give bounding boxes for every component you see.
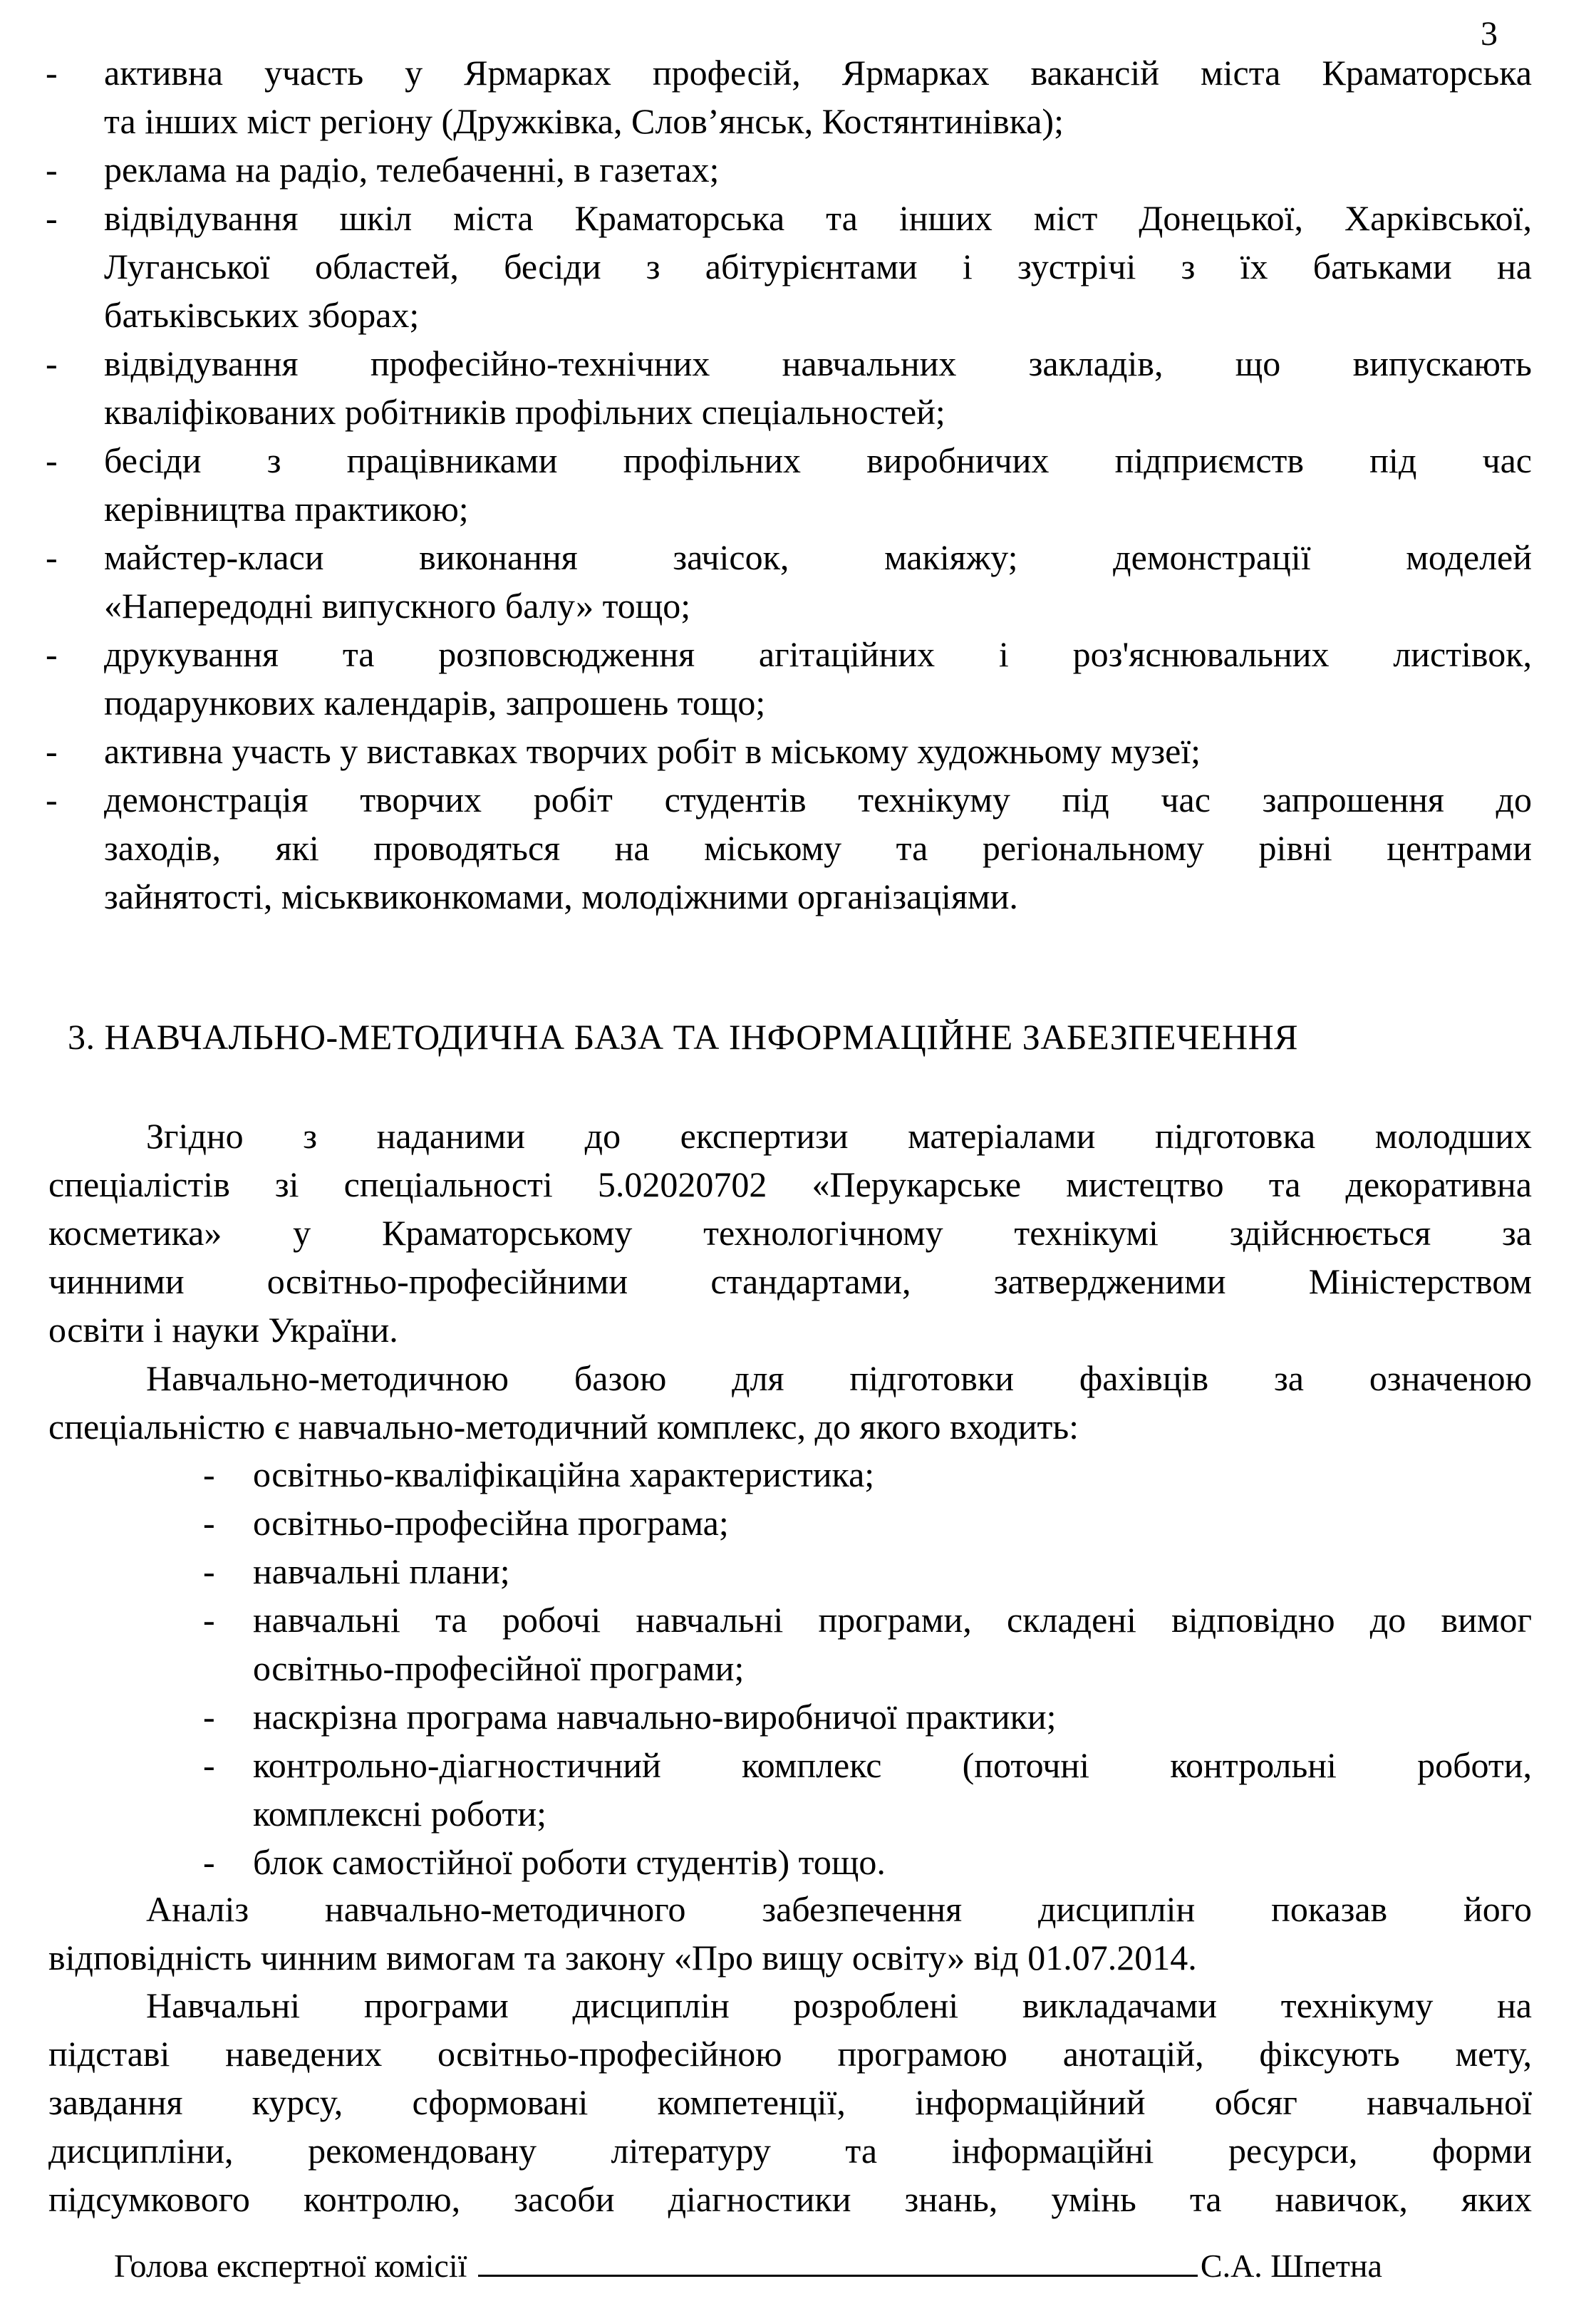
list-item (43, 775, 1532, 921)
list-item-line: подарункових календарів, запрошень тощо; (104, 683, 766, 723)
paragraph-line: косметика» у Краматорському технологічному технікумі здійснюється за (48, 1213, 1532, 1253)
list-item-line: заходів, які проводяться на міському та регіональному рівні центрами (104, 828, 1532, 868)
paragraph-line: Навчальні програми дисциплін розроблені викладачами технікуму на (146, 1985, 1532, 2025)
signature-footer (114, 2245, 1382, 2287)
paragraph-methodical-base (48, 1354, 1532, 1451)
paragraph-line: освіти і науки України. (48, 1310, 398, 1350)
list-item-line: - освітньо-кваліфікаційна характеристика; (253, 1454, 875, 1494)
list-item-line: кваліфікованих робітників профільних спеціальностей; (104, 392, 945, 432)
paragraph-line: Аналіз навчально-методичного забезпечення дисциплін показав його (146, 1889, 1532, 1929)
paragraph-line: Згідно з наданими до експертизи матеріалами підготовка молодших (146, 1116, 1532, 1156)
list-item-line: - відвідування шкіл міста Краматорська та інших міст Донецької, Харківської, (104, 198, 1532, 238)
methodical-complex-list (196, 1450, 1532, 1886)
list-item-line: комплексні роботи; (253, 1794, 547, 1834)
signature-line (478, 2246, 1198, 2277)
paragraph-line: спеціалістів зі спеціальності 5.02020702 «Перукарське мистецтво та декоративна (48, 1164, 1532, 1204)
list-item (196, 1741, 1532, 1838)
list-item (43, 48, 1532, 145)
list-item-line: та інших міст регіону (Дружківка, Слов’янськ, Костянтинівка); (104, 101, 1064, 141)
promotion-activities-list (43, 48, 1532, 921)
paragraph-line: підставі наведених освітньо-професійною програмою анотацій, фіксують мету, (48, 2034, 1532, 2074)
paragraph-standards (48, 1112, 1532, 1354)
list-item (196, 1596, 1532, 1692)
list-item-line: - освітньо-професійна програма; (253, 1503, 729, 1543)
list-item-line: - навчальні плани; (253, 1551, 510, 1591)
list-item-line: Луганської областей, бесіди з абітурієнтами і зустрічі з їх батьками на (104, 247, 1532, 286)
list-item (43, 145, 1532, 194)
list-item (43, 194, 1532, 339)
list-item-line: - відвідування професійно-технічних навчальних закладів, що випускають (104, 343, 1532, 383)
list-item-line: зайнятості, міськвиконкомами, молодіжними організаціями. (104, 877, 1018, 916)
list-item-line: - активна участь у Ярмарках професій, Ярмарках вакансій міста Краматорська (104, 53, 1532, 93)
page-number: 3 (1481, 15, 1498, 53)
list-item-line: освітньо-професійної програми; (253, 1648, 745, 1688)
paragraph-analysis (48, 1885, 1532, 1982)
paragraph-line: чинними освітньо-професійними стандартами, затвердженими Міністерством (48, 1261, 1532, 1301)
paragraph-programs (48, 1981, 1532, 2223)
signer-name: С.А. Шпетна (1200, 2248, 1382, 2284)
list-item-line: керівництва практикою; (104, 489, 469, 529)
list-item-line: - майстер-класи виконання зачісок, макіяжу; демонстрації моделей (104, 537, 1532, 577)
list-item-line: - контрольно-діагностичний комплекс (поточні контрольні роботи, (253, 1745, 1532, 1785)
paragraph-line: дисципліни, рекомендовану літературу та інформаційні ресурси, форми (48, 2131, 1532, 2171)
list-item (196, 1838, 1532, 1886)
paragraph-line: відповідність чинним вимогам та закону «Про вищу освіту» від 01.07.2014. (48, 1938, 1197, 1977)
list-item-line: - демонстрація творчих робіт студентів технікуму під час запрошення до (104, 780, 1532, 820)
list-item (43, 533, 1532, 630)
paragraph-line: Навчально-методичною базою для підготовки фахівців за означеною (146, 1358, 1532, 1398)
list-item-line: - друкування та розповсюдження агітаційних і роз'яснювальних листівок, (104, 634, 1532, 674)
list-item-line: - бесіди з працівниками профільних виробничих підприємств під час (104, 440, 1532, 480)
paragraph-line: завдання курсу, сформовані компетенції, інформаційний обсяг навчальної (48, 2082, 1532, 2122)
list-item (43, 630, 1532, 727)
list-item (196, 1450, 1532, 1499)
list-item-line: - навчальні та робочі навчальні програми, складені відповідно до вимог (253, 1600, 1532, 1640)
footer-label: Голова експертної комісії (114, 2248, 467, 2284)
paragraph-line: спеціальністю є навчально-методичний комплекс, до якого входить: (48, 1407, 1079, 1447)
list-item-line: - активна участь у виставках творчих робіт в міському художньому музеї; (104, 731, 1201, 771)
paragraph-line: підсумкового контролю, засоби діагностики знань, умінь та навичок, яких (48, 2179, 1532, 2219)
list-item (196, 1499, 1532, 1547)
list-item (43, 436, 1532, 533)
list-item-line: «Напередодні випускного балу» тощо; (104, 586, 691, 626)
list-item (196, 1547, 1532, 1596)
section-heading: 3. НАВЧАЛЬНО-МЕТОДИЧНА БАЗА ТА ІНФОРМАЦІЙНЕ ЗАБЕЗПЕЧЕННЯ (68, 1017, 1299, 1057)
list-item (43, 339, 1532, 436)
list-item (43, 727, 1532, 775)
list-item-line: - наскрізна програма навчально-виробничої практики; (253, 1697, 1057, 1737)
list-item-line: батьківських зборах; (104, 295, 420, 335)
list-item-line: - реклама на радіо, телебаченні, в газетах; (104, 150, 720, 190)
list-item (196, 1692, 1532, 1741)
list-item-line: - блок самостійної роботи студентів) тощо. (253, 1842, 886, 1882)
